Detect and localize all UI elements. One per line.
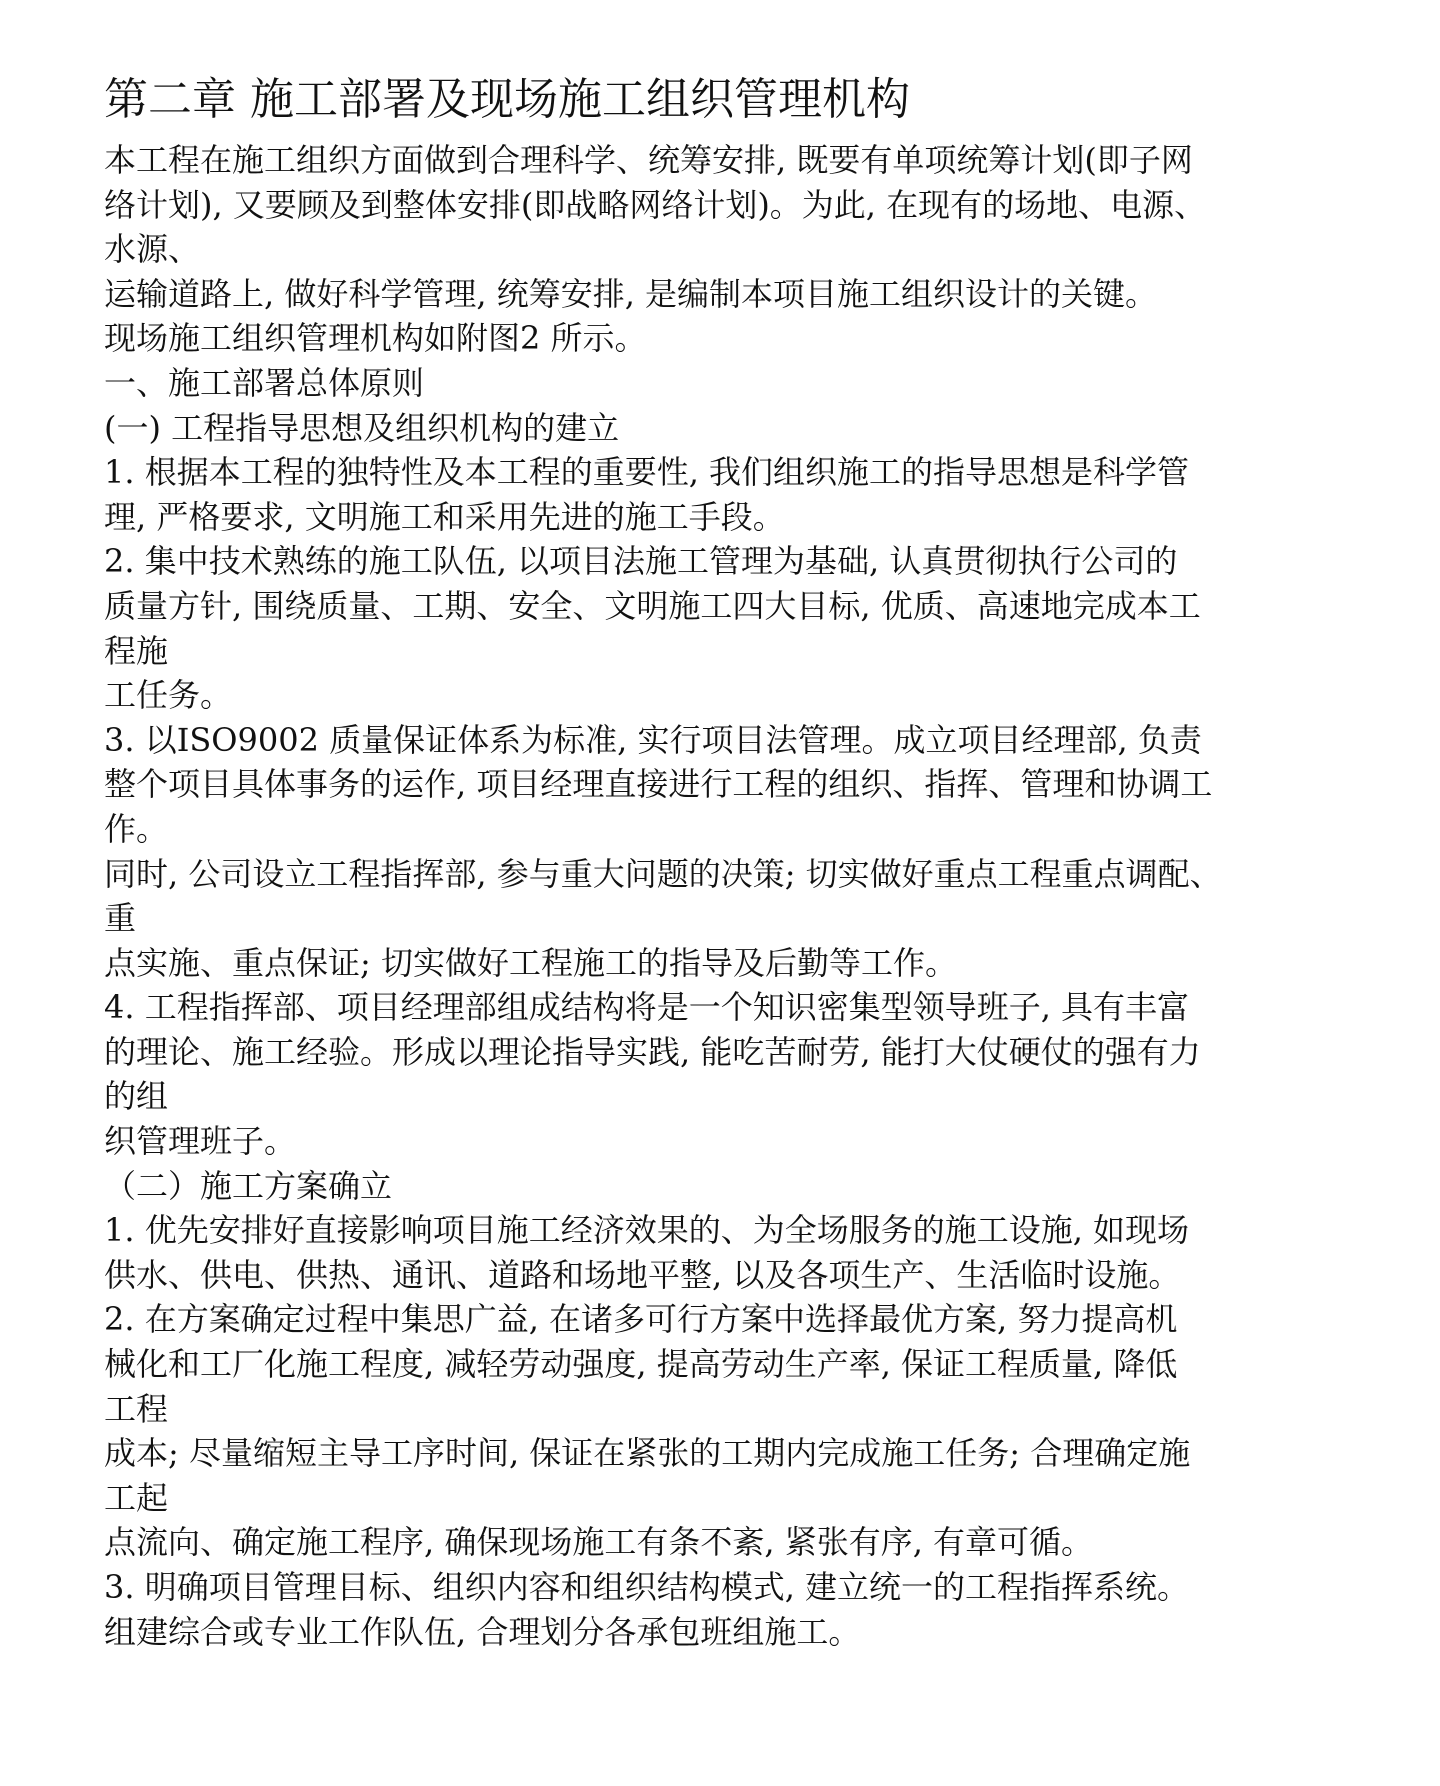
text-line: 本工程在施工组织方面做到合理科学、统筹安排, 既要有单项统筹计划(即子网 <box>104 141 1193 179</box>
text-line: 工任务。 <box>104 676 233 715</box>
text-line: 2. 集中技术熟练的施工队伍, 以项目法施工管理为基础, 认真贯彻执行公司的 <box>104 542 1178 581</box>
subsection-heading: （二）施工方案确立 <box>104 1166 393 1205</box>
text-line: 2. 在方案确定过程中集思广益, 在诸多可行方案中选择最优方案, 努力提高机 <box>104 1300 1178 1339</box>
text-line: 供水、供电、供热、通讯、道路和场地平整, 以及各项生产、生活临时设施。 <box>104 1255 1181 1294</box>
text-line: 整个项目具体事务的运作, 项目经理直接进行工程的组织、指挥、管理和协调工 <box>104 765 1213 804</box>
subsection-heading: (一) 工程指导思想及组织机构的建立 <box>104 408 620 447</box>
text-line: 点流向、确定施工程序, 确保现场施工有条不紊, 紧张有序, 有章可循。 <box>104 1523 1094 1562</box>
text-line: 工程 <box>104 1389 169 1428</box>
text-line: 组建综合或专业工作队伍, 合理划分各承包班组施工。 <box>104 1612 861 1651</box>
text-line: 织管理班子。 <box>104 1122 297 1161</box>
text-line: 现场施工组织管理机构如附图2 所示。 <box>104 319 647 358</box>
text-line: 运输道路上, 做好科学管理, 统筹安排, 是编制本项目施工组织设计的关键。 <box>104 274 1158 313</box>
text-line: 的理论、施工经验。形成以理论指导实践, 能吃苦耐劳, 能打大仗硬仗的强有力 <box>104 1032 1201 1071</box>
text-line: 质量方针, 围绕质量、工期、安全、文明施工四大目标, 优质、高速地完成本工 <box>104 586 1201 625</box>
text-line: 工起 <box>104 1478 169 1517</box>
text-line: 4. 工程指挥部、项目经理部组成结构将是一个知识密集型领导班子, 具有丰富 <box>104 988 1190 1027</box>
text-line: 械化和工厂化施工程度, 减轻劳动强度, 提高劳动生产率, 保证工程质量, 降低 <box>104 1345 1178 1384</box>
text-line: 的组 <box>104 1077 169 1116</box>
text-line: 成本; 尽量缩短主导工序时间, 保证在紧张的工期内完成施工任务; 合理确定施 <box>104 1434 1191 1473</box>
text-line: 理, 严格要求, 文明施工和采用先进的施工手段。 <box>104 497 785 536</box>
text-line: 水源、 <box>104 230 201 269</box>
text-line: 程施 <box>104 631 169 670</box>
section-heading: 一、施工部署总体原则 <box>104 363 425 402</box>
text-line: 1. 优先安排好直接影响项目施工经济效果的、为全场服务的施工设施, 如现场 <box>104 1211 1190 1250</box>
document-body <box>104 138 1344 1654</box>
text-line: 3. 明确项目管理目标、组织内容和组织结构模式, 建立统一的工程指挥系统。 <box>104 1568 1190 1606</box>
document-page <box>104 64 1344 1654</box>
text-line: 络计划), 又要顾及到整体安排(即战略网络计划)。为此, 在现有的场地、电源、 <box>104 185 1207 224</box>
text-line: 重 <box>104 899 137 938</box>
text-line: 1. 根据本工程的独特性及本工程的重要性, 我们组织施工的指导思想是科学管 <box>104 453 1190 492</box>
text-line: 同时, 公司设立工程指挥部, 参与重大问题的决策; 切实做好重点工程重点调配、 <box>104 854 1222 893</box>
text-line: 3. 以ISO9002 质量保证体系为标准, 实行项目法管理。成立项目经理部, 负责 <box>104 720 1202 759</box>
page-title: 第二章 施工部署及现场施工组织管理机构 <box>104 74 910 125</box>
text-line: 作。 <box>104 809 169 848</box>
text-line: 点实施、重点保证; 切实做好工程施工的指导及后勤等工作。 <box>104 943 957 982</box>
